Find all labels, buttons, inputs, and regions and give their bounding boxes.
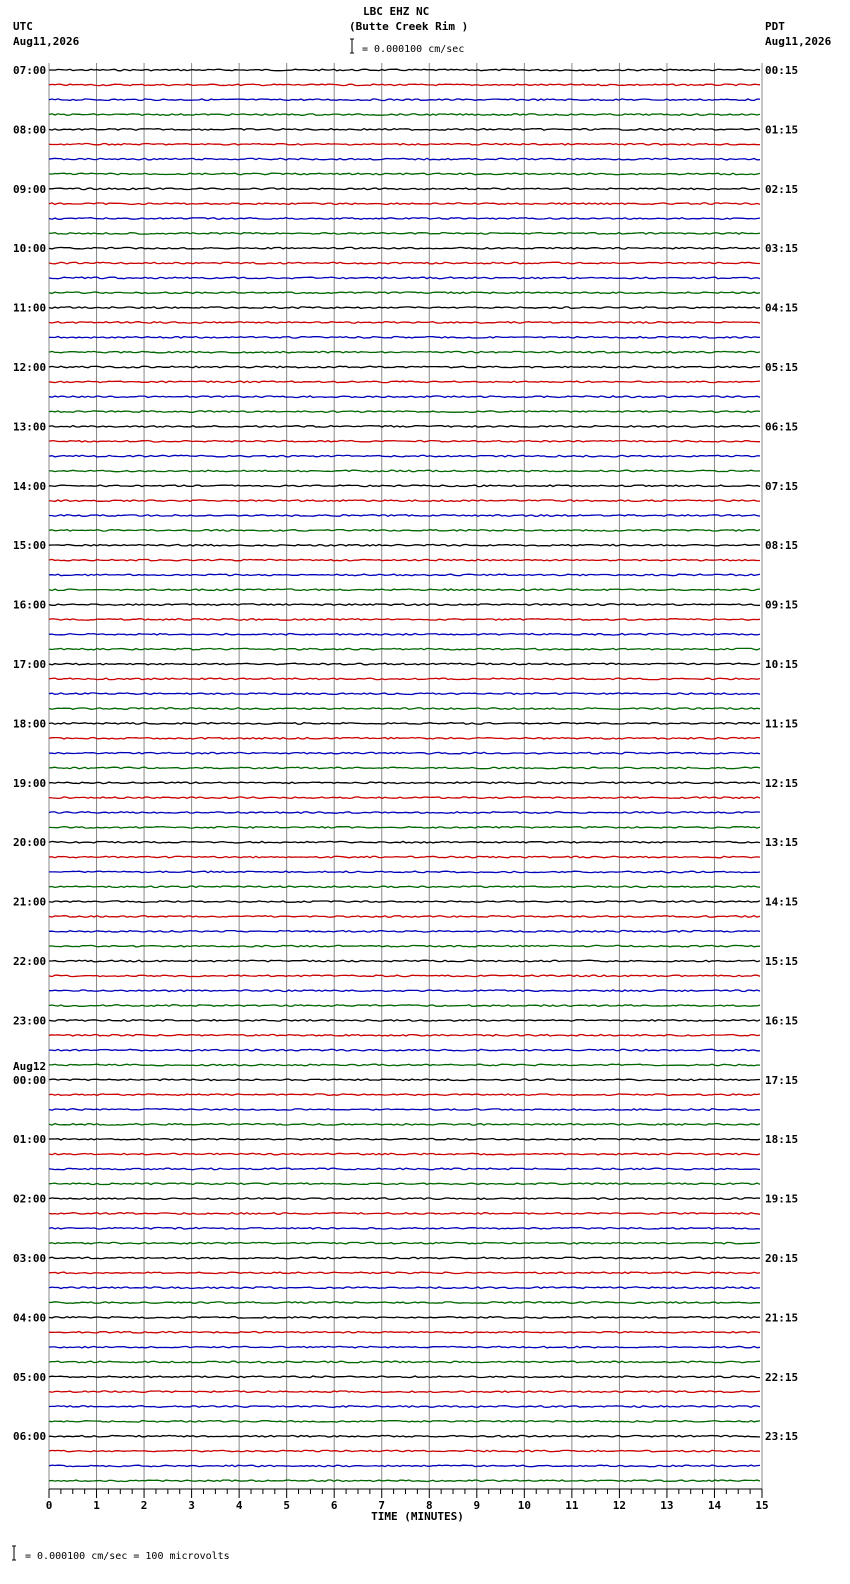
seismic-trace bbox=[49, 1213, 760, 1215]
seismic-trace bbox=[49, 366, 760, 368]
seismic-trace bbox=[49, 144, 760, 146]
seismic-trace bbox=[49, 485, 760, 487]
seismic-trace bbox=[49, 648, 760, 650]
x-tick-label: 15 bbox=[755, 1499, 769, 1512]
pdt-hour-label: 12:15 bbox=[765, 776, 799, 790]
pdt-timezone-label: PDT bbox=[765, 20, 785, 33]
seismic-trace bbox=[49, 322, 760, 324]
pdt-hour-label: 20:15 bbox=[765, 1252, 799, 1265]
pdt-hour-label: 09:15 bbox=[765, 598, 799, 612]
utc-hour-label: 17:00 bbox=[13, 658, 47, 671]
seismic-trace bbox=[49, 1198, 760, 1200]
seismic-trace bbox=[49, 931, 760, 933]
seismic-trace bbox=[49, 1020, 760, 1022]
pdt-hour-label: 05:15 bbox=[765, 361, 799, 374]
pdt-hour-label: 22:15 bbox=[765, 1370, 799, 1384]
seismic-trace bbox=[49, 158, 760, 160]
seismic-trace bbox=[49, 1346, 760, 1348]
pdt-hour-label: 00:15 bbox=[765, 64, 799, 77]
seismic-trace bbox=[49, 723, 760, 725]
seismic-trace bbox=[49, 218, 760, 220]
utc-hour-label: 12:00 bbox=[13, 361, 47, 374]
x-tick-label: 13 bbox=[660, 1499, 674, 1512]
pdt-hour-label: 23:15 bbox=[765, 1430, 799, 1444]
seismic-trace bbox=[49, 233, 760, 235]
seismic-trace bbox=[49, 1257, 760, 1259]
seismic-trace bbox=[49, 708, 760, 710]
pdt-hour-label: 13:15 bbox=[765, 836, 799, 850]
seismic-trace bbox=[49, 69, 760, 71]
seismic-trace bbox=[49, 1302, 760, 1304]
seismic-trace bbox=[49, 827, 760, 829]
x-tick-label: 3 bbox=[188, 1499, 195, 1512]
seismic-trace bbox=[49, 1465, 760, 1467]
seismic-trace bbox=[49, 1480, 760, 1482]
seismic-trace bbox=[49, 129, 760, 131]
seismic-trace bbox=[49, 1287, 760, 1289]
day-change-label: Aug12 bbox=[13, 1059, 47, 1073]
pdt-hour-label: 08:15 bbox=[765, 539, 799, 553]
seismic-trace bbox=[49, 1124, 760, 1126]
x-tick-label: 8 bbox=[425, 1499, 433, 1512]
seismic-trace bbox=[49, 1064, 760, 1066]
utc-hour-label: 18:00 bbox=[13, 717, 47, 731]
seismic-trace bbox=[49, 574, 760, 576]
pdt-hour-label: 14:15 bbox=[765, 895, 799, 909]
seismic-trace bbox=[49, 1391, 760, 1393]
pdt-hour-label: 06:15 bbox=[765, 420, 799, 434]
seismic-trace bbox=[49, 292, 760, 294]
utc-date-label: Aug11,2026 bbox=[13, 35, 80, 48]
utc-hour-label: 15:00 bbox=[13, 539, 47, 553]
pdt-hour-label: 11:15 bbox=[765, 717, 799, 731]
seismic-trace bbox=[49, 693, 760, 695]
seismic-trace bbox=[49, 351, 760, 353]
seismic-trace bbox=[49, 589, 760, 591]
seismic-trace bbox=[49, 203, 760, 205]
seismic-trace bbox=[49, 1361, 760, 1363]
seismic-trace bbox=[49, 1168, 760, 1170]
pdt-hour-label: 19:15 bbox=[765, 1192, 799, 1206]
seismic-trace bbox=[49, 1242, 760, 1244]
seismic-trace bbox=[49, 604, 760, 606]
seismic-trace bbox=[49, 1435, 760, 1437]
seismic-trace bbox=[49, 752, 760, 754]
seismic-trace bbox=[49, 678, 760, 680]
x-tick-label: 9 bbox=[473, 1499, 481, 1512]
x-tick-label: 12 bbox=[612, 1499, 627, 1512]
seismic-trace bbox=[49, 782, 760, 784]
seismic-trace bbox=[49, 381, 760, 383]
seismic-trace bbox=[49, 1228, 760, 1230]
x-tick-label: 7 bbox=[378, 1499, 386, 1512]
pdt-hour-label: 02:15 bbox=[765, 182, 799, 196]
x-tick-label: 11 bbox=[565, 1499, 579, 1512]
seismic-trace bbox=[49, 470, 760, 472]
utc-hour-label: 08:00 bbox=[13, 123, 47, 137]
pdt-date-label: Aug11,2026 bbox=[765, 35, 832, 48]
seismic-trace bbox=[49, 99, 760, 101]
x-tick-label: 2 bbox=[140, 1499, 148, 1512]
seismic-trace bbox=[49, 663, 760, 665]
seismic-trace bbox=[49, 337, 760, 339]
x-tick-label: 6 bbox=[330, 1499, 338, 1512]
seismic-trace bbox=[49, 812, 760, 814]
seismic-trace bbox=[49, 990, 760, 992]
scale-label: = 0.000100 cm/sec bbox=[362, 44, 465, 55]
seismic-trace bbox=[49, 84, 760, 86]
seismic-trace bbox=[49, 1138, 760, 1140]
utc-hour-label: 06:00 bbox=[13, 1430, 47, 1444]
utc-hour-label: 14:00 bbox=[13, 479, 47, 493]
seismic-trace bbox=[49, 1421, 760, 1423]
seismic-trace bbox=[49, 1005, 760, 1007]
utc-hour-label: 19:00 bbox=[13, 776, 47, 790]
utc-timezone-label: UTC bbox=[13, 20, 33, 33]
x-tick-label: 14 bbox=[707, 1499, 722, 1512]
utc-hour-label: 01:00 bbox=[13, 1133, 47, 1147]
seismic-trace bbox=[49, 1332, 760, 1334]
seismic-trace bbox=[49, 767, 760, 769]
utc-hour-label: 23:00 bbox=[13, 1014, 47, 1028]
pdt-hour-label: 07:15 bbox=[765, 479, 799, 493]
station-location: (Butte Creek Rim ) bbox=[349, 20, 469, 33]
x-axis-title: TIME (MINUTES) bbox=[371, 1510, 464, 1523]
seismic-trace bbox=[49, 1109, 760, 1111]
pdt-hour-label: 21:15 bbox=[765, 1311, 799, 1325]
utc-hour-label: 21:00 bbox=[13, 895, 47, 909]
seismic-trace bbox=[49, 1153, 760, 1155]
seismic-trace bbox=[49, 841, 760, 843]
seismic-trace bbox=[49, 1049, 760, 1051]
pdt-hour-label: 03:15 bbox=[765, 242, 799, 256]
seismic-trace bbox=[49, 634, 760, 636]
utc-hour-label: 22:00 bbox=[13, 955, 47, 968]
footer-scale-label: = 0.000100 cm/sec = 100 microvolts bbox=[25, 1551, 230, 1562]
seismic-trace bbox=[49, 975, 760, 977]
seismic-trace bbox=[49, 619, 760, 621]
seismic-trace bbox=[49, 173, 760, 175]
seismic-trace bbox=[49, 960, 760, 962]
seismic-trace bbox=[49, 945, 760, 947]
seismic-trace bbox=[49, 114, 760, 116]
utc-hour-label: 20:00 bbox=[13, 836, 47, 850]
x-tick-label: 5 bbox=[283, 1499, 290, 1512]
seismic-trace bbox=[49, 277, 760, 279]
utc-hour-label: 05:00 bbox=[13, 1370, 47, 1384]
seismic-trace bbox=[49, 1035, 760, 1037]
pdt-hour-label: 10:15 bbox=[765, 658, 799, 671]
seismic-trace bbox=[49, 738, 760, 740]
seismic-trace bbox=[49, 1272, 760, 1274]
seismic-trace bbox=[49, 411, 760, 413]
utc-hour-label: 02:00 bbox=[13, 1192, 47, 1206]
utc-hour-label: 03:00 bbox=[13, 1252, 47, 1265]
pdt-hour-label: 16:15 bbox=[765, 1014, 799, 1028]
pdt-hour-label: 01:15 bbox=[765, 123, 799, 137]
utc-hour-label: 09:00 bbox=[13, 182, 47, 196]
x-tick-label: 1 bbox=[93, 1499, 100, 1512]
seismic-trace bbox=[49, 1079, 760, 1081]
station-title: LBC EHZ NC bbox=[363, 5, 430, 18]
seismic-trace bbox=[49, 396, 760, 398]
x-tick-label: 4 bbox=[235, 1499, 243, 1512]
seismic-trace bbox=[49, 1317, 760, 1319]
seismic-trace bbox=[49, 559, 760, 561]
seismic-trace bbox=[49, 886, 760, 888]
pdt-hour-label: 18:15 bbox=[765, 1133, 799, 1147]
seismic-trace bbox=[49, 441, 760, 443]
seismic-trace bbox=[49, 515, 760, 517]
utc-hour-label: 04:00 bbox=[13, 1311, 47, 1325]
seismic-trace bbox=[49, 871, 760, 873]
seismic-trace bbox=[49, 247, 760, 249]
x-tick-label: 10 bbox=[517, 1499, 531, 1512]
seismic-trace bbox=[49, 426, 760, 428]
seismic-trace bbox=[49, 544, 760, 546]
utc-hour-label: 16:00 bbox=[13, 598, 47, 612]
utc-hour-label: 07:00 bbox=[13, 64, 47, 77]
seismic-trace bbox=[49, 1094, 760, 1096]
seismic-trace bbox=[49, 901, 760, 903]
seismic-trace bbox=[49, 797, 760, 799]
seismic-trace bbox=[49, 1406, 760, 1408]
seismic-trace bbox=[49, 530, 760, 532]
seismic-trace bbox=[49, 916, 760, 918]
seismic-trace bbox=[49, 1183, 760, 1185]
pdt-hour-label: 04:15 bbox=[765, 301, 799, 315]
seismic-trace bbox=[49, 188, 760, 190]
seismic-trace bbox=[49, 307, 760, 309]
seismic-trace bbox=[49, 455, 760, 457]
pdt-hour-label: 15:15 bbox=[765, 955, 799, 968]
seismic-trace bbox=[49, 856, 760, 858]
seismic-trace bbox=[49, 262, 760, 264]
utc-hour-label: 00:00 bbox=[13, 1073, 47, 1087]
utc-hour-label: 10:00 bbox=[13, 242, 47, 256]
pdt-hour-label: 17:15 bbox=[765, 1073, 799, 1087]
x-tick-label: 0 bbox=[45, 1499, 53, 1512]
seismic-trace bbox=[49, 1376, 760, 1378]
utc-hour-label: 11:00 bbox=[13, 301, 47, 315]
seismic-trace bbox=[49, 1450, 760, 1452]
seismic-trace bbox=[49, 500, 760, 502]
utc-hour-label: 13:00 bbox=[13, 420, 47, 434]
